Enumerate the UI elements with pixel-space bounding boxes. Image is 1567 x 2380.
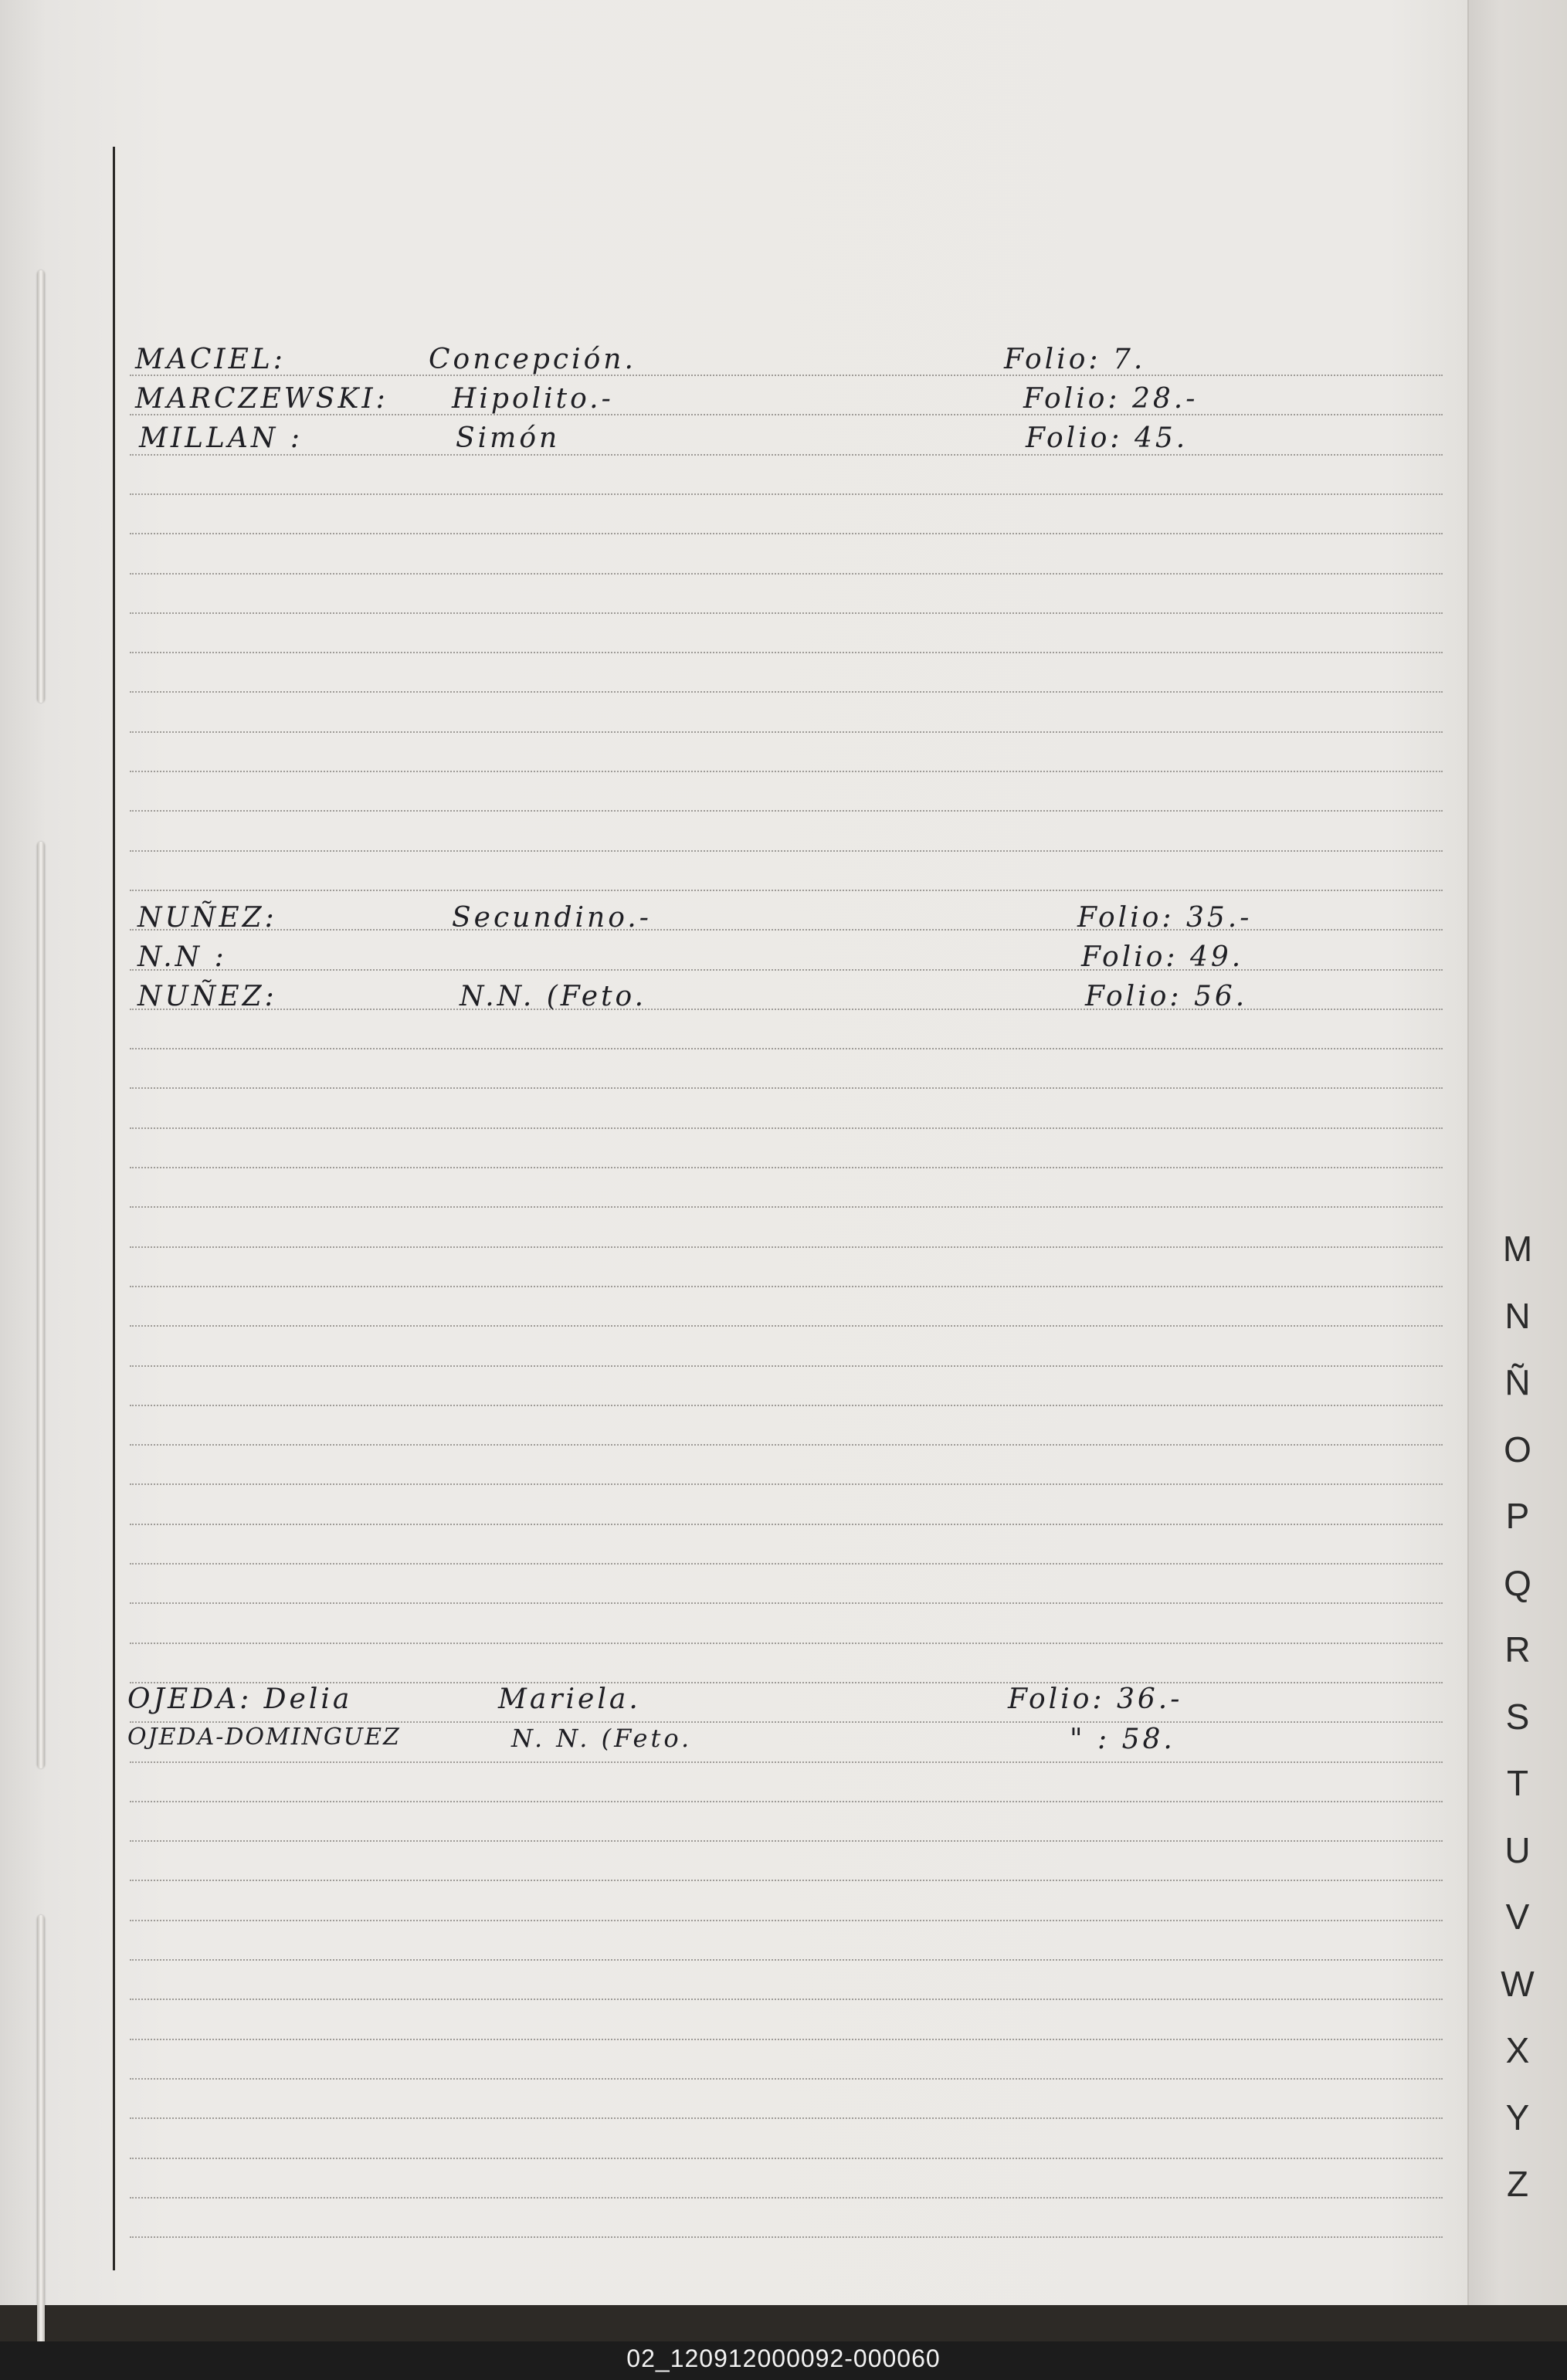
alphabet-tab-letter: S [1505,1696,1530,1737]
alphabet-tab-letter: T [1506,1763,1529,1803]
alphabet-tab-letter: V [1505,1897,1530,1937]
entry-folio: " : 58. [1070,1724,1175,1755]
index-entry [0,1683,1452,1722]
page-identifier: 02_120912000092-000060 [626,2344,941,2372]
alphabet-tab-letter: N [1504,1295,1531,1336]
index-entry [0,422,1452,461]
entry-folio: Folio: 56. [1085,981,1248,1012]
entry-folio: Folio: 49. [1081,941,1244,973]
alphabet-tab-letter: W [1501,1963,1535,2004]
alphabet-tab-letter: U [1504,1829,1531,1870]
alphabet-tab-letter: M [1502,1229,1533,1269]
entry-surname: MACIEL: [135,344,286,375]
entry-surname: OJEDA: Delia [127,1683,353,1715]
index-entry [0,902,1452,941]
entry-surname: NUÑEZ: [137,902,277,934]
alphabet-tab-letter: P [1505,1496,1530,1536]
alphabet-tab-letter: Y [1505,2097,1530,2138]
alphabet-tab-letter: X [1505,2030,1530,2070]
entry-surname: MILLAN : [139,422,303,454]
index-entry [0,1724,1452,1762]
alphabet-tab-letter: Z [1506,2164,1529,2204]
entry-surname: OJEDA-DOMINGUEZ [127,1724,401,1751]
alphabet-tab-letter: Ñ [1504,1362,1531,1402]
entry-folio: Folio: 45. [1026,422,1189,454]
entry-given-name: N. N. (Feto. [511,1724,693,1753]
index-entry [0,383,1452,422]
index-entry [0,344,1452,382]
index-entry [0,981,1452,1019]
entry-given-name: Simón [456,422,561,454]
entry-folio: Folio: 35.- [1077,902,1253,934]
entry-folio: Folio: 7. [1004,344,1146,375]
alphabet-tab-letter: R [1504,1629,1531,1670]
entry-folio: Folio: 28.- [1023,383,1199,415]
entry-given-name: Secundino.- [452,902,652,934]
alphabet-tab-letter: O [1504,1429,1531,1470]
entry-surname: NUÑEZ: [137,981,277,1012]
entry-given-name: N.N. (Feto. [460,981,647,1012]
entry-given-name: Mariela. [498,1683,641,1715]
entry-folio: Folio: 36.- [1008,1683,1183,1715]
entry-given-name: Hipolito.- [452,383,614,415]
alphabet-tab-letter: Q [1504,1562,1531,1603]
index-entry [0,941,1452,980]
entry-surname: N.N : [137,941,227,973]
entry-surname: MARCZEWSKI: [135,383,388,415]
entry-given-name: Concepción. [429,344,636,375]
